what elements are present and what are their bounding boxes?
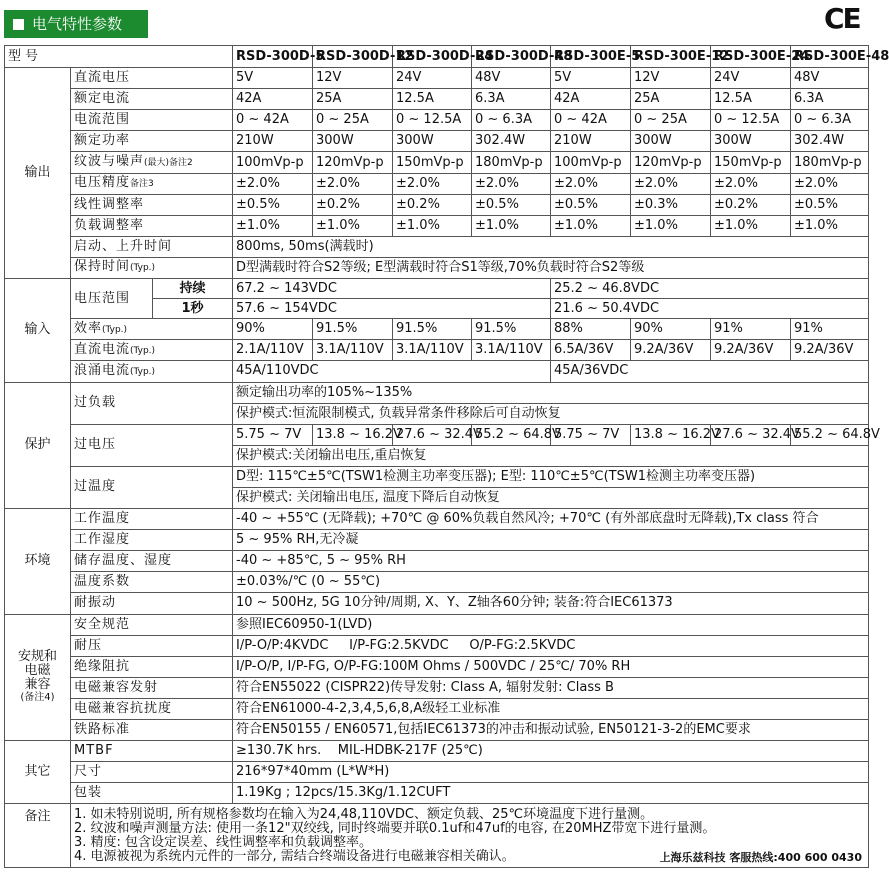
row-label-suffix: (Typ.) <box>130 263 156 274</box>
row-label: 包装 <box>71 783 233 804</box>
row-label: 工作温度 <box>71 509 233 530</box>
table-row <box>5 614 869 635</box>
row-label-suffix: (Typ.) <box>130 345 156 356</box>
cell: ±1.0% <box>233 215 313 236</box>
group-safety-note: (备注4) <box>20 692 55 704</box>
cell: 0 ~ 6.3A <box>791 110 869 131</box>
row-label-text: 浪涌电流 <box>74 362 131 378</box>
cell-wide: 67.2 ~ 143VDC <box>233 279 551 299</box>
cell: 210W <box>233 131 313 152</box>
table-row <box>5 635 869 656</box>
cell: 55.2 ~ 64.8V <box>791 424 869 445</box>
row-label: 电磁兼容抗扰度 <box>71 698 233 719</box>
row-label: 储存温度、湿度 <box>71 551 233 572</box>
table-row <box>5 361 869 382</box>
cell: 302.4W <box>472 131 551 152</box>
cell: 300W <box>631 131 711 152</box>
group-input: 输入 <box>5 279 71 382</box>
note-item: 4. 电源被视为系统内元件的一部分, 需结合终端设备进行电磁兼容相关确认。 <box>74 848 515 864</box>
cell: 3.1A/110V <box>313 340 393 361</box>
row-label: 负载调整率 <box>71 215 233 236</box>
cell-wide: 5 ~ 95% RH,无冷凝 <box>233 530 869 551</box>
cell: 5V <box>551 68 631 89</box>
table-row <box>5 762 869 783</box>
cell: 91% <box>711 319 791 340</box>
cell: ±1.0% <box>711 215 791 236</box>
cell: 0 ~ 25A <box>313 110 393 131</box>
row-label <box>71 152 233 173</box>
cell-wide: ±0.03%/℃ (0 ~ 55℃) <box>233 572 869 593</box>
row-label <box>71 319 233 340</box>
group-notes: 备注 <box>5 804 71 868</box>
cell: 6.3A <box>472 89 551 110</box>
model-header: RSD-300D-48 <box>472 46 551 68</box>
hotline-text: 上海乐兹科技 客服热线:400 600 0430 <box>659 851 862 864</box>
cell: 120mVp-p <box>631 152 711 173</box>
cell: 6.3A <box>791 89 869 110</box>
cell-wide: 保护模式: 关闭输出电压, 温度下降后自动恢复 <box>233 487 869 508</box>
row-label: 电磁兼容发射 <box>71 677 233 698</box>
cell: 13.8 ~ 16.2V <box>313 424 393 445</box>
cell: ±1.0% <box>551 215 631 236</box>
cell: 90% <box>631 319 711 340</box>
cell-wide: 保护模式:恒流限制模式, 负载异常条件移除后可自动恢复 <box>233 403 869 424</box>
table-row <box>5 572 869 593</box>
row-label-suffix: (Typ.) <box>102 324 128 335</box>
row-label-suffix: (最大)备注2 <box>144 158 193 169</box>
cell: 100mVp-p <box>233 152 313 173</box>
cell-wide: 25.2 ~ 46.8VDC <box>551 279 869 299</box>
row-label-suffix: 备注3 <box>130 179 154 190</box>
table-row <box>5 152 869 173</box>
group-safety-line1: 安规和 <box>17 649 57 665</box>
cell: ±2.0% <box>393 173 472 194</box>
row-sublabel: 1秒 <box>153 299 233 319</box>
table-row <box>5 677 869 698</box>
model-header: RSD-300E-5 <box>551 46 631 68</box>
cell: 5V <box>233 68 313 89</box>
cell: ±0.2% <box>393 194 472 215</box>
cell-wide: 符合EN55022 (CISPR22)传导发射: Class A, 辐射发射: Class B <box>233 677 869 698</box>
row-label: 安全规范 <box>71 614 233 635</box>
group-protection: 保护 <box>5 382 71 509</box>
cell-wide: 45A/110VDC <box>233 361 551 382</box>
cell: ±1.0% <box>472 215 551 236</box>
cell: 0 ~ 6.3A <box>472 110 551 131</box>
cell: 24V <box>393 68 472 89</box>
cell: 5.75 ~ 7V <box>233 424 313 445</box>
cell: ±0.5% <box>472 194 551 215</box>
note-item: 3. 精度: 包含设定误差、线性调整率和负载调整率。 <box>74 834 373 850</box>
row-label: MTBF <box>71 741 233 762</box>
row-label-text: 保持时间 <box>74 259 131 275</box>
group-safety-line2: 电磁 <box>24 663 51 679</box>
table-row <box>5 89 869 110</box>
cell: 100mVp-p <box>551 152 631 173</box>
row-label-text: 效率 <box>74 320 103 336</box>
cell: 302.4W <box>791 131 869 152</box>
row-label <box>71 257 233 278</box>
cell: 180mVp-p <box>791 152 869 173</box>
cell: 55.2 ~ 64.8V <box>472 424 551 445</box>
table-row <box>5 319 869 340</box>
row-label-suffix: (Typ.) <box>130 366 156 377</box>
group-output: 输出 <box>5 68 71 279</box>
cell: 91.5% <box>393 319 472 340</box>
table-row <box>5 720 869 741</box>
cell: 5.75 ~ 7V <box>551 424 631 445</box>
cell: ±1.0% <box>631 215 711 236</box>
cell: 210W <box>551 131 631 152</box>
cell-wide: 符合EN61000-4-2,3,4,5,6,8,A级轻工业标准 <box>233 698 869 719</box>
table-row <box>5 257 869 278</box>
cell: ±0.2% <box>313 194 393 215</box>
section-title-text: 电气特性参数 <box>32 15 123 33</box>
row-label-text: 直流电流 <box>74 341 131 357</box>
table-row <box>5 173 869 194</box>
row-label: 直流电压 <box>71 68 233 89</box>
row-label <box>71 340 233 361</box>
cell: 9.2A/36V <box>711 340 791 361</box>
section-title <box>4 10 148 38</box>
table-row <box>5 110 869 131</box>
cell: 300W <box>711 131 791 152</box>
cell: 91.5% <box>472 319 551 340</box>
table-row <box>5 783 869 804</box>
cell-wide: 额定输出功率的105%~135% <box>233 382 869 403</box>
cell-wide: 57.6 ~ 154VDC <box>233 299 551 319</box>
cell: 25A <box>313 89 393 110</box>
cell: 12V <box>631 68 711 89</box>
row-label-text: 电压精度 <box>74 175 131 191</box>
row-label: 铁路标准 <box>71 720 233 741</box>
group-environment: 环境 <box>5 509 71 614</box>
table-row <box>5 424 869 445</box>
spec-table <box>4 45 889 868</box>
cell: ±2.0% <box>233 173 313 194</box>
cell: ±0.5% <box>791 194 869 215</box>
row-label: 过温度 <box>71 466 233 508</box>
row-label: 温度系数 <box>71 572 233 593</box>
cell-wide: -40 ~ +85℃, 5 ~ 95% RH <box>233 551 869 572</box>
row-label: 电流范围 <box>71 110 233 131</box>
table-row <box>5 340 869 361</box>
table-row <box>5 551 869 572</box>
table-row <box>5 194 869 215</box>
cell-wide: D型: 115℃±5℃(TSW1检测主功率变压器); E型: 110℃±5℃(TSW1检测主功率变压器) <box>233 466 869 487</box>
cell: 3.1A/110V <box>393 340 472 361</box>
model-label: 型号 <box>5 46 233 68</box>
row-label: 绝缘阻抗 <box>71 656 233 677</box>
row-label: 额定功率 <box>71 131 233 152</box>
row-label-text: 纹波与噪声 <box>74 154 145 170</box>
table-row <box>5 236 869 257</box>
model-header: RSD-300D-12 <box>313 46 393 68</box>
cell: 120mVp-p <box>313 152 393 173</box>
table-row <box>5 804 869 868</box>
table-row <box>5 382 869 403</box>
model-header: RSD-300E-12 <box>631 46 711 68</box>
cell: ±0.2% <box>711 194 791 215</box>
cell: 12.5A <box>711 89 791 110</box>
table-row <box>5 131 869 152</box>
row-label <box>71 361 233 382</box>
cell: 12.5A <box>393 89 472 110</box>
table-row <box>5 593 869 614</box>
ce-mark-logo: CE <box>824 2 860 35</box>
row-label: 额定电流 <box>71 89 233 110</box>
cell: 13.8 ~ 16.2V <box>631 424 711 445</box>
cell: ±2.0% <box>791 173 869 194</box>
notes-cell <box>71 804 869 868</box>
table-row <box>5 530 869 551</box>
cell: 150mVp-p <box>393 152 472 173</box>
cell-wide: 21.6 ~ 50.4VDC <box>551 299 869 319</box>
cell: 0 ~ 42A <box>551 110 631 131</box>
row-sublabel: 持续 <box>153 279 233 299</box>
cell: 0 ~ 25A <box>631 110 711 131</box>
cell: ±1.0% <box>393 215 472 236</box>
cell: 27.6 ~ 32.4V <box>711 424 791 445</box>
cell: ±0.3% <box>631 194 711 215</box>
cell-wide: -40 ~ +55℃ (无降载); +70℃ @ 60%负载自然风冷; +70℃ (有外部底盘时无降载),Tx class 符合 <box>233 509 869 530</box>
cell: 300W <box>393 131 472 152</box>
table-row <box>5 698 869 719</box>
cell: 48V <box>472 68 551 89</box>
cell: ±2.0% <box>631 173 711 194</box>
cell: 0 ~ 42A <box>233 110 313 131</box>
title-square-icon <box>13 19 24 30</box>
cell-wide: 符合EN50155 / EN60571,包括IEC61373的冲击和振动试验, EN50121-3-2的EMC要求 <box>233 720 869 741</box>
cell: 27.6 ~ 32.4V <box>393 424 472 445</box>
cell-wide: 保护模式:关闭输出电压,重启恢复 <box>233 445 869 466</box>
cell-wide: 216*97*40mm (L*W*H) <box>233 762 869 783</box>
cell: ±0.5% <box>551 194 631 215</box>
cell-wide: 800ms, 50ms(满载时) <box>233 236 869 257</box>
row-label: 工作湿度 <box>71 530 233 551</box>
note-item: 1. 如未特别说明, 所有规格参数均在输入为24,48,110VDC、额定负载、25℃环境温度下进行量测。 <box>74 806 654 822</box>
model-header: RSD-300E-24 <box>711 46 791 68</box>
cell: 180mVp-p <box>472 152 551 173</box>
cell: ±1.0% <box>791 215 869 236</box>
cell-wide: 45A/36VDC <box>551 361 869 382</box>
row-label: 启动、上升时间 <box>71 236 233 257</box>
cell: 88% <box>551 319 631 340</box>
group-safety-line3: 兼容 <box>24 677 51 693</box>
cell: 3.1A/110V <box>472 340 551 361</box>
group-others: 其它 <box>5 741 71 804</box>
table-row <box>5 466 869 487</box>
cell: ±2.0% <box>711 173 791 194</box>
model-header: RSD-300D-24 <box>393 46 472 68</box>
cell-wide: I/P-O/P:4KVDC I/P-FG:2.5KVDC O/P-FG:2.5KVDC <box>233 635 869 656</box>
cell: 12V <box>313 68 393 89</box>
row-label: 过负载 <box>71 382 233 424</box>
note-item: 2. 纹波和噪声测量方法: 使用一条12"双绞线, 同时终端要并联0.1uf和47uf的电容, 在20MHZ带宽下进行量测。 <box>74 820 716 836</box>
table-row <box>5 215 869 236</box>
cell: 9.2A/36V <box>791 340 869 361</box>
row-label: 耐压 <box>71 635 233 656</box>
cell-wide: ≥130.7K hrs. MIL-HDBK-217F (25℃) <box>233 741 869 762</box>
table-row <box>5 68 869 89</box>
row-label: 尺寸 <box>71 762 233 783</box>
cell-wide: 1.19Kg ; 12pcs/15.3Kg/1.12CUFT <box>233 783 869 804</box>
table-row <box>5 509 869 530</box>
cell: 0 ~ 12.5A <box>711 110 791 131</box>
row-label <box>71 173 233 194</box>
cell: 0 ~ 12.5A <box>393 110 472 131</box>
table-row <box>5 279 869 299</box>
cell-wide: D型满载时符合S2等级; E型满载时符合S1等级,70%负载时符合S2等级 <box>233 257 869 278</box>
cell: 48V <box>791 68 869 89</box>
row-label: 过电压 <box>71 424 233 466</box>
cell: 90% <box>233 319 313 340</box>
cell: 2.1A/110V <box>233 340 313 361</box>
row-label: 线性调整率 <box>71 194 233 215</box>
model-header: RSD-300D-5 <box>233 46 313 68</box>
cell: ±2.0% <box>472 173 551 194</box>
cell: 6.5A/36V <box>551 340 631 361</box>
group-safety-emc <box>5 614 71 741</box>
cell: ±2.0% <box>551 173 631 194</box>
cell-wide: I/P-O/P, I/P-FG, O/P-FG:100M Ohms / 500VDC / 25℃/ 70% RH <box>233 656 869 677</box>
cell: 42A <box>233 89 313 110</box>
table-row <box>5 656 869 677</box>
cell: ±1.0% <box>313 215 393 236</box>
cell-wide: 10 ~ 500Hz, 5G 10分钟/周期, X、Y、Z轴各60分钟; 装备:符合IEC61373 <box>233 593 869 614</box>
row-label: 耐振动 <box>71 593 233 614</box>
cell: 150mVp-p <box>711 152 791 173</box>
cell-wide: 参照IEC60950-1(LVD) <box>233 614 869 635</box>
cell: 42A <box>551 89 631 110</box>
table-header-row <box>5 46 869 68</box>
cell: ±2.0% <box>313 173 393 194</box>
model-header: RSD-300E-48 <box>791 46 869 68</box>
table-row <box>5 741 869 762</box>
cell: 25A <box>631 89 711 110</box>
cell: 24V <box>711 68 791 89</box>
cell: ±0.5% <box>233 194 313 215</box>
cell: 300W <box>313 131 393 152</box>
cell: 91% <box>791 319 869 340</box>
row-label: 电压范围 <box>71 279 153 319</box>
cell: 91.5% <box>313 319 393 340</box>
cell: 9.2A/36V <box>631 340 711 361</box>
